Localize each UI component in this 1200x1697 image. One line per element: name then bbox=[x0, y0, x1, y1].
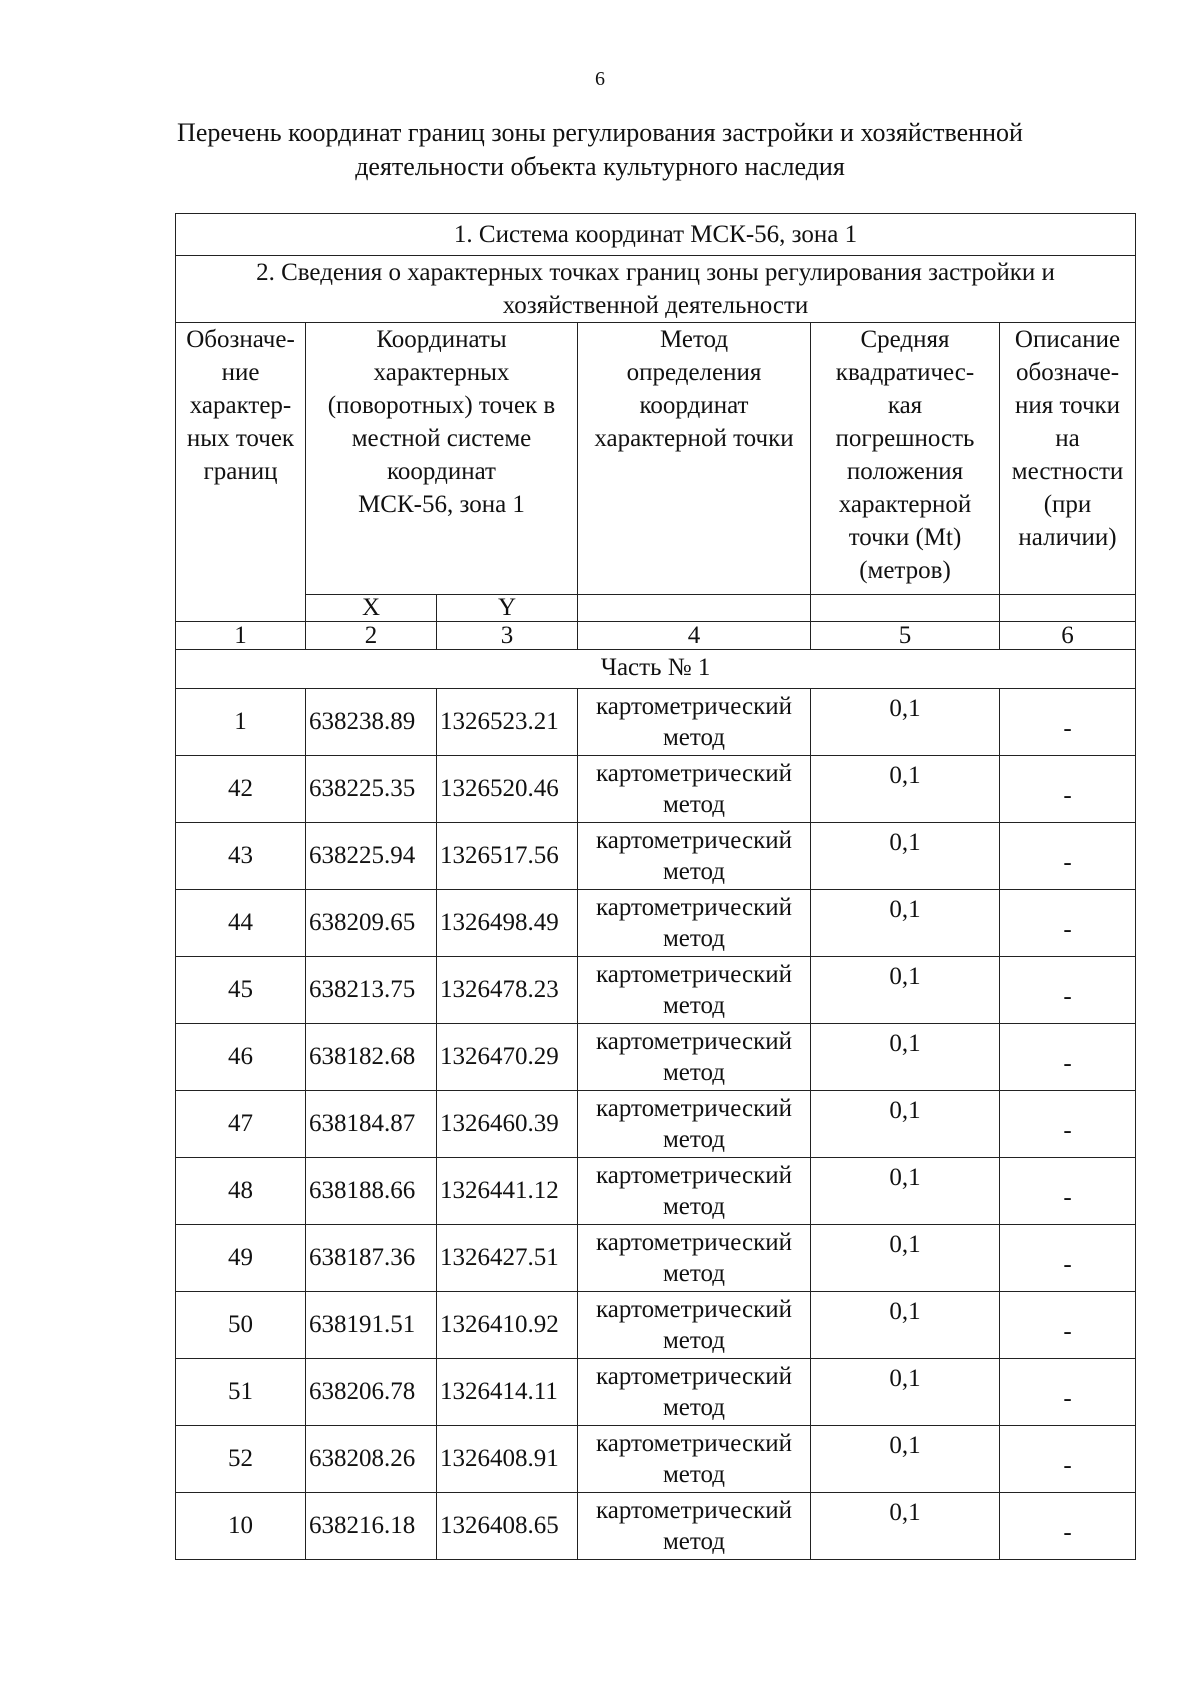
subheader-x: X bbox=[306, 595, 437, 622]
header-line: ния точки bbox=[1014, 392, 1121, 419]
method-line-2: метод bbox=[662, 1528, 725, 1555]
y-coordinate-cell: 1326408.65 bbox=[437, 1493, 578, 1560]
header-line: наличии) bbox=[1018, 524, 1117, 551]
table-row bbox=[176, 1225, 1136, 1292]
header-line: характерных bbox=[373, 359, 510, 386]
method-line-2: метод bbox=[662, 1126, 725, 1153]
point-id-cell: 50 bbox=[176, 1292, 306, 1359]
header-line: кая bbox=[887, 392, 923, 419]
y-coordinate-cell: 1326520.46 bbox=[437, 756, 578, 823]
x-coordinate-cell: 638206.78 bbox=[306, 1359, 437, 1426]
x-coordinate-cell: 638225.94 bbox=[306, 823, 437, 890]
description-cell: - bbox=[1000, 689, 1136, 756]
y-coordinate-cell: 1326408.91 bbox=[437, 1426, 578, 1493]
method-line-2: метод bbox=[662, 858, 725, 885]
method-line-2: метод bbox=[662, 1461, 725, 1488]
description-cell: - bbox=[1000, 823, 1136, 890]
x-coordinate-cell: 638208.26 bbox=[306, 1426, 437, 1493]
mean-square-error-cell: 0,1 bbox=[811, 823, 1000, 890]
point-id-cell: 44 bbox=[176, 890, 306, 957]
description-cell: - bbox=[1000, 957, 1136, 1024]
method-line-1: картометрический bbox=[596, 760, 792, 787]
method-cell bbox=[578, 823, 811, 890]
column-number: 6 bbox=[1000, 622, 1136, 650]
x-coordinate-cell: 638216.18 bbox=[306, 1493, 437, 1560]
x-coordinate-cell: 638182.68 bbox=[306, 1024, 437, 1091]
method-line-1: картометрический bbox=[596, 1296, 792, 1323]
method-cell bbox=[578, 689, 811, 756]
method-line-1: картометрический bbox=[596, 693, 792, 720]
header-line: ных точек bbox=[186, 425, 295, 452]
coordinate-system-row: 1. Система координат МСК-56, зона 1 bbox=[176, 214, 1136, 256]
method-line-1: картометрический bbox=[596, 1028, 792, 1055]
header-line: Обозначе- bbox=[186, 326, 295, 353]
header-line: характерной bbox=[838, 491, 972, 518]
table-row bbox=[176, 1359, 1136, 1426]
mean-square-error-cell: 0,1 bbox=[811, 689, 1000, 756]
method-cell bbox=[578, 1158, 811, 1225]
method-line-1: картометрический bbox=[596, 1095, 792, 1122]
method-cell bbox=[578, 1359, 811, 1426]
point-id-cell: 52 bbox=[176, 1426, 306, 1493]
y-coordinate-cell: 1326470.29 bbox=[437, 1024, 578, 1091]
x-coordinate-cell: 638184.87 bbox=[306, 1091, 437, 1158]
method-line-1: картометрический bbox=[596, 1497, 792, 1524]
x-coordinate-cell: 638188.66 bbox=[306, 1158, 437, 1225]
point-id-cell: 49 bbox=[176, 1225, 306, 1292]
header-line: характер- bbox=[189, 392, 292, 419]
point-id-cell: 46 bbox=[176, 1024, 306, 1091]
subheader-empty-error bbox=[811, 595, 1000, 622]
header-line: положения bbox=[846, 458, 964, 485]
table-row bbox=[176, 1158, 1136, 1225]
method-cell bbox=[578, 890, 811, 957]
y-coordinate-cell: 1326517.56 bbox=[437, 823, 578, 890]
header-line: определения bbox=[626, 359, 762, 386]
boundary-points-info-row bbox=[176, 256, 1136, 323]
method-cell bbox=[578, 957, 811, 1024]
method-cell bbox=[578, 1426, 811, 1493]
y-coordinate-cell: 1326410.92 bbox=[437, 1292, 578, 1359]
document-title-line-2: деятельности объекта культурного наследия bbox=[355, 152, 845, 181]
method-line-1: картометрический bbox=[596, 1430, 792, 1457]
info-row-line-2: хозяйственной деятельности bbox=[502, 292, 809, 319]
method-cell bbox=[578, 1091, 811, 1158]
point-id-cell: 43 bbox=[176, 823, 306, 890]
description-cell: - bbox=[1000, 1426, 1136, 1493]
header-method bbox=[578, 323, 811, 595]
method-line-2: метод bbox=[662, 1394, 725, 1421]
header-line: (поворотных) точек в bbox=[327, 392, 556, 419]
coordinates-table bbox=[175, 213, 1136, 1560]
x-coordinate-cell: 638191.51 bbox=[306, 1292, 437, 1359]
mean-square-error-cell: 0,1 bbox=[811, 957, 1000, 1024]
header-point-designation bbox=[176, 323, 306, 622]
header-line: границ bbox=[203, 458, 278, 485]
point-id-cell: 48 bbox=[176, 1158, 306, 1225]
point-id-cell: 42 bbox=[176, 756, 306, 823]
method-line-2: метод bbox=[662, 1327, 725, 1354]
mean-square-error-cell: 0,1 bbox=[811, 1493, 1000, 1560]
y-coordinate-cell: 1326498.49 bbox=[437, 890, 578, 957]
header-line: координат bbox=[387, 458, 496, 485]
header-line: обозначе- bbox=[1015, 359, 1120, 386]
method-cell bbox=[578, 1292, 811, 1359]
x-coordinate-cell: 638238.89 bbox=[306, 689, 437, 756]
method-line-2: метод bbox=[662, 925, 725, 952]
header-coordinates bbox=[306, 323, 578, 595]
info-row-line-1: 2. Сведения о характерных точках границ зоны регулирования застройки и bbox=[256, 259, 1055, 286]
x-coordinate-cell: 638209.65 bbox=[306, 890, 437, 957]
description-cell: - bbox=[1000, 890, 1136, 957]
mean-square-error-cell: 0,1 bbox=[811, 1225, 1000, 1292]
method-cell bbox=[578, 1225, 811, 1292]
mean-square-error-cell: 0,1 bbox=[811, 890, 1000, 957]
table-row bbox=[176, 957, 1136, 1024]
y-coordinate-cell: 1326427.51 bbox=[437, 1225, 578, 1292]
method-line-1: картометрический bbox=[596, 1229, 792, 1256]
subheader-empty-description bbox=[1000, 595, 1136, 622]
y-coordinate-cell: 1326460.39 bbox=[437, 1091, 578, 1158]
header-line: характерной точки bbox=[594, 425, 794, 452]
table-row bbox=[176, 823, 1136, 890]
header-line: Средняя bbox=[860, 326, 950, 353]
header-line: Координаты bbox=[376, 326, 507, 353]
method-line-1: картометрический bbox=[596, 827, 792, 854]
column-number: 5 bbox=[811, 622, 1000, 650]
mean-square-error-cell: 0,1 bbox=[811, 1024, 1000, 1091]
header-mean-square-error bbox=[811, 323, 1000, 595]
method-cell bbox=[578, 756, 811, 823]
mean-square-error-cell: 0,1 bbox=[811, 756, 1000, 823]
method-line-2: метод bbox=[662, 1059, 725, 1086]
document-title-line-1: Перечень координат границ зоны регулирования застройки и хозяйственной bbox=[177, 118, 1023, 147]
column-number: 1 bbox=[176, 622, 306, 650]
header-line: погрешность bbox=[835, 425, 975, 452]
document-title bbox=[150, 116, 1050, 184]
subheader-y: Y bbox=[437, 595, 578, 622]
description-cell: - bbox=[1000, 1359, 1136, 1426]
y-coordinate-cell: 1326523.21 bbox=[437, 689, 578, 756]
mean-square-error-cell: 0,1 bbox=[811, 1426, 1000, 1493]
header-line: координат bbox=[639, 392, 749, 419]
mean-square-error-cell: 0,1 bbox=[811, 1292, 1000, 1359]
table-row bbox=[176, 1292, 1136, 1359]
table-row bbox=[176, 1024, 1136, 1091]
page-number: 6 bbox=[595, 68, 605, 90]
header-line: точки (Mt) bbox=[848, 524, 962, 551]
description-cell: - bbox=[1000, 756, 1136, 823]
header-line: Описание bbox=[1014, 326, 1121, 353]
column-number: 3 bbox=[437, 622, 578, 650]
table-row bbox=[176, 689, 1136, 756]
header-line: ние bbox=[221, 359, 260, 386]
subheader-empty-method bbox=[578, 595, 811, 622]
point-id-cell: 1 bbox=[176, 689, 306, 756]
description-cell: - bbox=[1000, 1292, 1136, 1359]
description-cell: - bbox=[1000, 1091, 1136, 1158]
table-row bbox=[176, 890, 1136, 957]
method-line-1: картометрический bbox=[596, 1363, 792, 1390]
header-point-description bbox=[1000, 323, 1136, 595]
table-row bbox=[176, 1091, 1136, 1158]
y-coordinate-cell: 1326441.12 bbox=[437, 1158, 578, 1225]
method-cell bbox=[578, 1493, 811, 1560]
method-line-2: метод bbox=[662, 1193, 725, 1220]
x-coordinate-cell: 638225.35 bbox=[306, 756, 437, 823]
description-cell: - bbox=[1000, 1024, 1136, 1091]
description-cell: - bbox=[1000, 1158, 1136, 1225]
method-line-1: картометрический bbox=[596, 894, 792, 921]
point-id-cell: 47 bbox=[176, 1091, 306, 1158]
point-id-cell: 45 bbox=[176, 957, 306, 1024]
point-id-cell: 51 bbox=[176, 1359, 306, 1426]
method-line-1: картометрический bbox=[596, 961, 792, 988]
description-cell: - bbox=[1000, 1493, 1136, 1560]
part-label: Часть № 1 bbox=[176, 650, 1136, 689]
header-line: МСК-56, зона 1 bbox=[358, 491, 525, 518]
point-id-cell: 10 bbox=[176, 1493, 306, 1560]
description-cell: - bbox=[1000, 1225, 1136, 1292]
method-cell bbox=[578, 1024, 811, 1091]
mean-square-error-cell: 0,1 bbox=[811, 1091, 1000, 1158]
header-line: (при bbox=[1043, 491, 1092, 518]
header-line: квадратичес- bbox=[835, 359, 975, 386]
method-line-2: метод bbox=[662, 724, 725, 751]
mean-square-error-cell: 0,1 bbox=[811, 1359, 1000, 1426]
header-line: (метров) bbox=[859, 557, 951, 584]
y-coordinate-cell: 1326414.11 bbox=[437, 1359, 578, 1426]
header-line: на bbox=[1055, 425, 1080, 452]
column-number: 4 bbox=[578, 622, 811, 650]
header-line: местности bbox=[1011, 458, 1124, 485]
method-line-2: метод bbox=[662, 791, 725, 818]
header-line: местной системе bbox=[351, 425, 532, 452]
header-line: Метод bbox=[659, 326, 729, 353]
mean-square-error-cell: 0,1 bbox=[811, 1158, 1000, 1225]
table-row bbox=[176, 1426, 1136, 1493]
column-number: 2 bbox=[306, 622, 437, 650]
y-coordinate-cell: 1326478.23 bbox=[437, 957, 578, 1024]
method-line-2: метод bbox=[662, 1260, 725, 1287]
method-line-2: метод bbox=[662, 992, 725, 1019]
x-coordinate-cell: 638187.36 bbox=[306, 1225, 437, 1292]
method-line-1: картометрический bbox=[596, 1162, 792, 1189]
x-coordinate-cell: 638213.75 bbox=[306, 957, 437, 1024]
column-numbers-row bbox=[176, 622, 1136, 650]
table-row bbox=[176, 1493, 1136, 1560]
table-row bbox=[176, 756, 1136, 823]
